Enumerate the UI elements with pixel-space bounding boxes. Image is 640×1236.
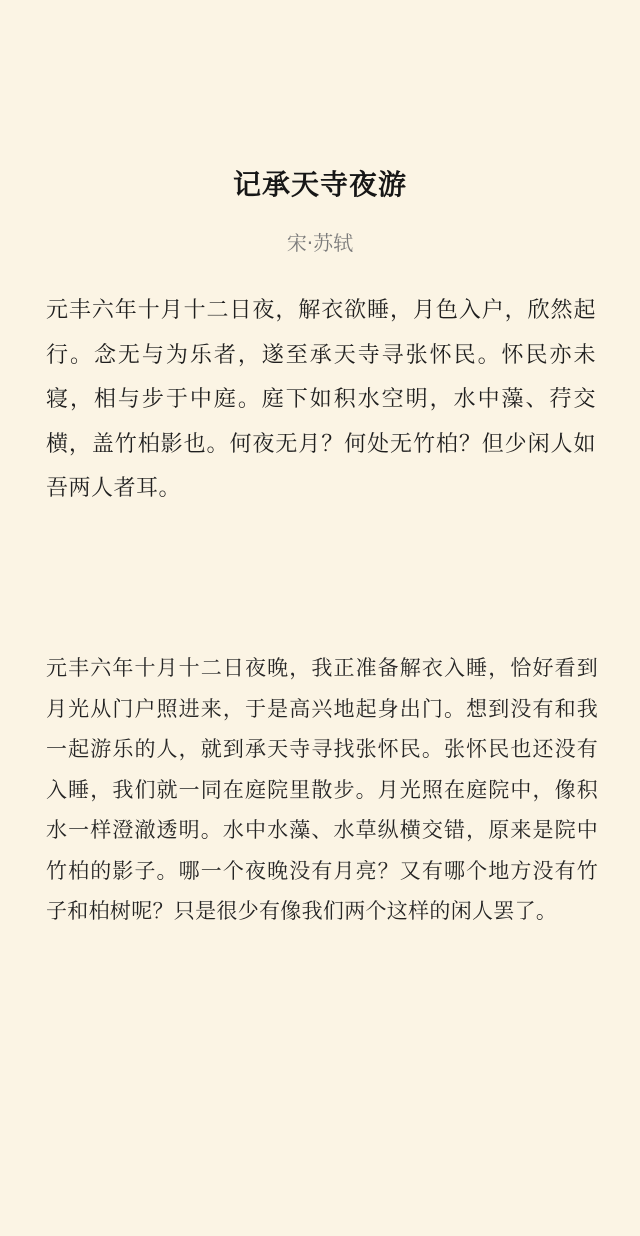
original-text-paragraph: 元丰六年十月十二日夜，解衣欲睡，月色入户，欣然起行。念无与为乐者，遂至承天寺寻张怀民。怀民亦未寝，相与步于中庭。庭下如积水空明，水中藻、荇交横，盖竹柏影也。何夜无月？何处无竹柏？但少闲人如吾两人者耳。 (46, 298, 596, 501)
article-author: 宋·苏轼 (286, 231, 354, 255)
translation-paragraph: 元丰六年十月十二日夜晚，我正准备解衣入睡，恰好看到月光从门户照进来，于是高兴地起身出门。想到没有和我一起游乐的人，就到承天寺寻找张怀民。张怀民也还没有入睡，我们就一同在庭院里散步。月光照在庭院中，像积水一样澄澈透明。水中水藻、水草纵横交错，原来是院中竹柏的影子。哪一个夜晚没有月亮？又有哪个地方没有竹子和柏树呢？只是很少有像我们两个这样的闲人罢了。 (46, 656, 598, 923)
article-title: 记承天寺夜游 (232, 168, 407, 201)
